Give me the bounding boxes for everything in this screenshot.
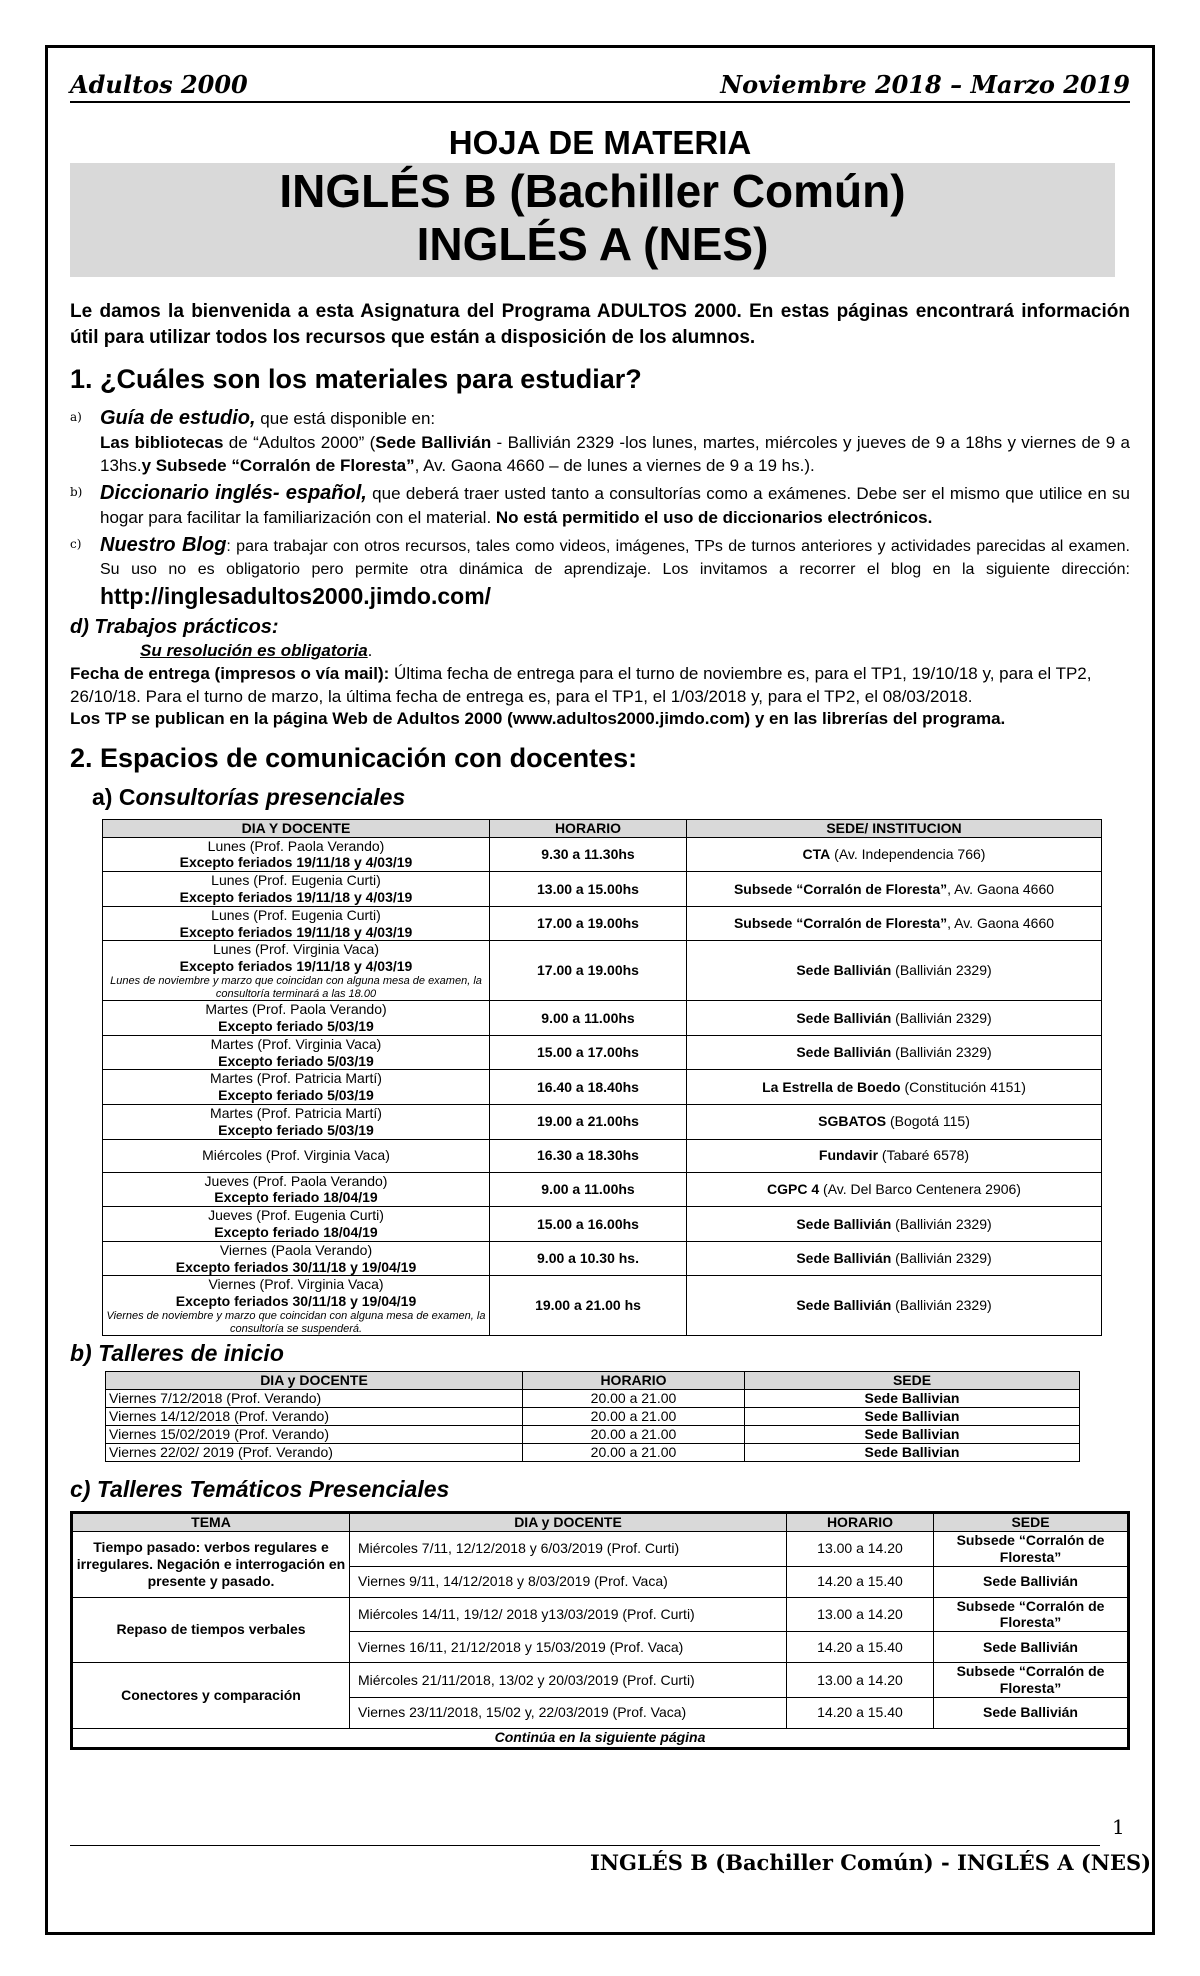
sede-cell: Sede Ballivián xyxy=(934,1632,1129,1663)
sede-name: CGPC 4 xyxy=(767,1181,820,1198)
table-row xyxy=(106,1408,1080,1426)
excepto-text: Excepto feriados 19/11/18 y 4/03/19 xyxy=(179,854,413,871)
col-header: HORARIO xyxy=(523,1372,745,1390)
dia-docente-cell: Miércoles 14/11, 19/12/ 2018 y13/03/2019 (Prof. Curti) xyxy=(350,1597,787,1632)
horario-cell: 15.00 a 17.00hs xyxy=(490,1035,687,1070)
horario-cell: 20.00 a 21.00 xyxy=(523,1426,745,1444)
table-row xyxy=(103,1172,1102,1207)
tema-cell: Tiempo pasado: verbos regulares e irregulares. Negación e interrogación en presente y pasado. xyxy=(72,1531,350,1597)
sede-name: Sede Ballivián xyxy=(796,962,892,979)
excepto-text: Excepto feriado 5/03/19 xyxy=(218,1052,374,1069)
horario-cell: 17.00 a 19.00hs xyxy=(490,941,687,1001)
list-item: a) Guía de estudio, que está disponible en: Las bibliotecas de “Adultos 2000” (Sede Ballivián - Ballivián 2329 -los lunes, martes, miércoles y jueves de 9 a 18hs y viernes de 9 a 13hs.y Subsede “Corralón de Floresta”, Av. Gaona 4660 – de lunes a viernes de 9 a 19 hs.). xyxy=(70,407,1130,476)
sede-cell xyxy=(687,1207,1102,1242)
table-row xyxy=(103,1276,1102,1336)
dia-docente-cell: Viernes 16/11, 21/12/2018 y 15/03/2019 (Prof. Vaca) xyxy=(350,1632,787,1663)
table-row xyxy=(72,1728,1129,1748)
col-header: DIA Y DOCENTE xyxy=(103,819,490,837)
sede-address: (Av. Independencia 766) xyxy=(830,846,986,863)
table-row xyxy=(103,1001,1102,1036)
excepto-text: Excepto feriados 19/11/18 y 4/03/19 xyxy=(179,923,413,940)
horario-cell: 15.00 a 16.00hs xyxy=(490,1207,687,1242)
dia-docente-cell xyxy=(103,1070,490,1105)
sede-address: (Ballivián 2329) xyxy=(891,1297,992,1314)
table-row xyxy=(103,1139,1102,1172)
col-header: SEDE xyxy=(934,1513,1129,1532)
docente-text: Miércoles (Prof. Virginia Vaca) xyxy=(202,1147,390,1164)
dia-docente-cell: Viernes 22/02/ 2019 (Prof. Verando) xyxy=(106,1444,523,1462)
dia-docente-cell: Viernes 9/11, 14/12/2018 y 8/03/2019 (Prof. Vaca) xyxy=(350,1566,787,1597)
col-header: HORARIO xyxy=(490,819,687,837)
horario-cell: 9.00 a 11.00hs xyxy=(490,1001,687,1036)
sede-cell xyxy=(687,1276,1102,1336)
sede-name: Subsede “Corralón de Floresta” xyxy=(733,915,948,932)
sede-cell xyxy=(687,941,1102,1001)
docente-text: Lunes (Prof. Virginia Vaca) xyxy=(212,941,379,958)
sede-address: (Tabaré 6578) xyxy=(878,1147,970,1164)
dia-docente-cell xyxy=(103,1276,490,1336)
sede-cell xyxy=(687,1070,1102,1105)
docente-text: Jueves (Prof. Paola Verando) xyxy=(204,1172,388,1189)
horario-cell: 16.30 a 18.30hs xyxy=(490,1139,687,1172)
subject-title-2: INGLÉS A (NES) xyxy=(416,218,769,271)
consultorias-table xyxy=(102,819,1102,1336)
sede-cell xyxy=(687,1001,1102,1036)
talleres-inicio-table xyxy=(105,1371,1080,1462)
dia-docente-cell: Miércoles 7/11, 12/12/2018 y 6/03/2019 (Prof. Curti) xyxy=(350,1531,787,1566)
sede-cell: Subsede “Corralón de Floresta” xyxy=(934,1531,1129,1566)
horario-cell: 20.00 a 21.00 xyxy=(523,1444,745,1462)
table-row xyxy=(72,1597,1129,1632)
table-row xyxy=(103,1070,1102,1105)
dia-docente-cell xyxy=(103,1207,490,1242)
sede-name: Sede Ballivián xyxy=(796,1215,892,1232)
table-row xyxy=(103,1035,1102,1070)
dia-docente-cell: Viernes 15/02/2019 (Prof. Verando) xyxy=(106,1426,523,1444)
sede-address: (Ballivián 2329) xyxy=(891,1250,992,1267)
sede-cell xyxy=(687,1139,1102,1172)
table-row xyxy=(103,1105,1102,1140)
list-item: b) Diccionario inglés- español, que deberá traer usted tanto a consultorías como a exámenes. Debe ser el mismo que utilice en su hogar para facilitar la familiarización con el material. No está permitido el uso de diccionarios electrónicos. xyxy=(70,482,1130,528)
horario-cell: 20.00 a 21.00 xyxy=(523,1390,745,1408)
tema-cell: Repaso de tiempos verbales xyxy=(72,1597,350,1663)
sede-address: , Av. Gaona 4660 xyxy=(947,880,1055,897)
talleres-tematicos-heading: c) Talleres Temáticos Presenciales xyxy=(70,1476,450,1503)
table-row xyxy=(72,1531,1129,1566)
sede-address: (Constitución 4151) xyxy=(900,1078,1026,1095)
subject-title-box xyxy=(70,163,1115,277)
talleres-inicio-heading: b) Talleres de inicio xyxy=(70,1340,284,1367)
sede-cell: Sede Ballivian xyxy=(745,1444,1080,1462)
section1-heading: 1. ¿Cuáles son los materiales para estudiar? xyxy=(70,364,642,395)
dia-docente-cell xyxy=(103,1172,490,1207)
horario-cell: 13.00 a 14.20 xyxy=(787,1663,934,1698)
sede-address: (Ballivián 2329) xyxy=(891,1215,992,1232)
dia-docente-cell xyxy=(103,837,490,872)
excepto-text: Excepto feriados 30/11/18 y 19/04/19 xyxy=(175,1293,417,1310)
sede-address: , Av. Gaona 4660 xyxy=(947,915,1055,932)
horario-cell: 9.30 a 11.30hs xyxy=(490,837,687,872)
hoja-title: HOJA DE MATERIA xyxy=(448,124,752,161)
sede-cell xyxy=(687,1035,1102,1070)
col-header: DIA y DOCENTE xyxy=(350,1513,787,1532)
sede-cell: Subsede “Corralón de Floresta” xyxy=(934,1663,1129,1698)
table-row xyxy=(103,872,1102,907)
sede-name: Sede Ballivián xyxy=(796,1009,892,1026)
dia-docente-cell xyxy=(103,1035,490,1070)
sede-name: Sede Ballivián xyxy=(796,1044,892,1061)
dia-docente-cell xyxy=(103,1001,490,1036)
sede-cell xyxy=(687,837,1102,872)
docente-text: Martes (Prof. Paola Verando) xyxy=(205,1001,387,1018)
horario-cell: 20.00 a 21.00 xyxy=(523,1408,745,1426)
dia-docente-cell xyxy=(103,872,490,907)
sede-cell: Sede Ballivián xyxy=(934,1566,1129,1597)
sede-name: Subsede “Corralón de Floresta” xyxy=(733,880,948,897)
list-item: c) Nuestro Blog: para trabajar con otros recursos, tales como videos, imágenes, TPs de turnos anteriores y actividades parecidas al examen. Su uso no es obligatorio pero permite otra dinámica de aprendizaje. Los invitamos a recorrer el blog en la siguiente dirección: http://inglesadultos2000.jimdo.com/ xyxy=(70,534,1130,609)
sede-address: (Ballivián 2329) xyxy=(891,962,992,979)
footer-rule xyxy=(70,1845,1100,1846)
table-row xyxy=(103,906,1102,941)
header-right: Noviembre 2018 – Marzo 2019 xyxy=(720,70,1130,99)
docente-text: Martes (Prof. Patricia Martí) xyxy=(210,1105,382,1122)
docente-text: Lunes (Prof. Eugenia Curti) xyxy=(211,872,381,889)
docente-text: Jueves (Prof. Eugenia Curti) xyxy=(208,1207,384,1224)
table-row xyxy=(106,1390,1080,1408)
sede-name: Sede Ballivián xyxy=(796,1250,892,1267)
page-header xyxy=(70,70,1130,103)
excepto-text: Excepto feriado 5/03/19 xyxy=(218,1121,374,1138)
footer-text: INGLÉS B (Bachiller Común) - INGLÉS A (NES) xyxy=(590,1850,1152,1875)
horario-cell: 14.20 a 15.40 xyxy=(787,1632,934,1663)
sede-address: (Av. Del Barco Centenera 2906) xyxy=(819,1181,1021,1198)
dia-docente-cell xyxy=(103,1241,490,1276)
sede-cell xyxy=(687,1105,1102,1140)
subject-title-1: INGLÉS B (Bachiller Común) xyxy=(279,165,906,218)
sede-cell: Sede Ballivian xyxy=(745,1408,1080,1426)
horario-cell: 17.00 a 19.00hs xyxy=(490,906,687,941)
excepto-text: Excepto feriado 5/03/19 xyxy=(218,1087,374,1104)
horario-cell: 19.00 a 21.00 hs xyxy=(490,1276,687,1336)
sede-cell: Sede Ballivián xyxy=(934,1697,1129,1728)
docente-text: Martes (Prof. Virginia Vaca) xyxy=(210,1035,382,1052)
blog-link[interactable]: http://inglesadultos2000.jimdo.com/ xyxy=(100,582,492,609)
table-row xyxy=(103,1207,1102,1242)
horario-cell: 13.00 a 14.20 xyxy=(787,1531,934,1566)
dia-docente-cell: Viernes 7/12/2018 (Prof. Verando) xyxy=(106,1390,523,1408)
horario-cell: 13.00 a 15.00hs xyxy=(490,872,687,907)
sede-address: (Bogotá 115) xyxy=(886,1113,970,1130)
sede-cell xyxy=(687,872,1102,907)
sede-cell: Subsede “Corralón de Floresta” xyxy=(934,1597,1129,1632)
docente-text: Lunes (Prof. Eugenia Curti) xyxy=(211,906,381,923)
sede-name: Sede Ballivián xyxy=(796,1297,892,1314)
horario-cell: 9.00 a 10.30 hs. xyxy=(490,1241,687,1276)
docente-text: Lunes (Prof. Paola Verando) xyxy=(207,837,385,854)
table-row xyxy=(106,1444,1080,1462)
horario-cell: 14.20 a 15.40 xyxy=(787,1566,934,1597)
sede-name: La Estrella de Boedo xyxy=(762,1078,901,1095)
table-row xyxy=(72,1663,1129,1698)
section2-heading: 2. Espacios de comunicación con docentes: xyxy=(70,742,638,773)
table-row xyxy=(106,1426,1080,1444)
sede-name: Fundavir xyxy=(818,1147,879,1164)
sede-cell xyxy=(687,1172,1102,1207)
header-left: Adultos 2000 xyxy=(70,70,248,99)
excepto-text: Excepto feriados 19/11/18 y 4/03/19 xyxy=(179,889,413,906)
materials-list xyxy=(70,405,1130,611)
intro-paragraph: Le damos la bienvenida a esta Asignatura del Programa ADULTOS 2000. En estas páginas encontrará información útil para utilizar todos los recursos que están a disposición de los alumnos. xyxy=(70,301,1130,348)
trabajos-practicos: d) Trabajos prácticos: Su resolución es obligatoria. Fecha de entrega (impresos o vía mail): Última fecha de entrega para el turno de noviembre es, para el TP1, 19/10/18 y, para el TP2, 26/10/18. Para el turno de marzo, la última fecha de entrega es, para el TP1, el 1/03/2018 y, para el TP2, el 08/03/2018. Los TP se publican en la página Web de Adultos 2000 (www.adultos2000.jimdo.com) y en las librerías del programa. xyxy=(70,615,1092,729)
dia-docente-cell: Miércoles 21/11/2018, 13/02 y 20/03/2019 (Prof. Curti) xyxy=(350,1663,787,1698)
page-content xyxy=(70,70,1130,1750)
horario-cell: 9.00 a 11.00hs xyxy=(490,1172,687,1207)
table-row xyxy=(103,837,1102,872)
excepto-text: Excepto feriado 5/03/19 xyxy=(218,1018,374,1035)
docente-text: Viernes (Paola Verando) xyxy=(219,1241,373,1258)
dia-docente-cell xyxy=(103,1139,490,1172)
horario-cell: 16.40 a 18.40hs xyxy=(490,1070,687,1105)
excepto-text: Excepto feriado 18/04/19 xyxy=(214,1189,378,1206)
dia-docente-cell xyxy=(103,906,490,941)
dia-docente-cell: Viernes 23/11/2018, 15/02 y, 22/03/2019 (Prof. Vaca) xyxy=(350,1697,787,1728)
col-header: HORARIO xyxy=(787,1513,934,1532)
sede-cell xyxy=(687,906,1102,941)
dia-docente-cell xyxy=(103,1105,490,1140)
nota-text: Viernes de noviembre y marzo que coincidan con alguna mesa de examen, la consultoría se suspenderá. xyxy=(106,1310,486,1335)
dia-docente-cell: Viernes 14/12/2018 (Prof. Verando) xyxy=(106,1408,523,1426)
table-row xyxy=(103,1241,1102,1276)
sede-cell xyxy=(687,1241,1102,1276)
sede-cell: Sede Ballivian xyxy=(745,1426,1080,1444)
sede-cell: Sede Ballivian xyxy=(745,1390,1080,1408)
page-number: 1 xyxy=(1112,1815,1125,1839)
consultorias-heading: a) Consultorías presenciales xyxy=(92,783,406,810)
excepto-text: Excepto feriado 18/04/19 xyxy=(214,1224,378,1241)
horario-cell: 19.00 a 21.00hs xyxy=(490,1105,687,1140)
sede-name: SGBATOS xyxy=(818,1113,887,1130)
sede-address: (Ballivián 2329) xyxy=(891,1044,992,1061)
dia-docente-cell xyxy=(103,941,490,1001)
horario-cell: 14.20 a 15.40 xyxy=(787,1697,934,1728)
table-row xyxy=(103,941,1102,1001)
excepto-text: Excepto feriados 30/11/18 y 19/04/19 xyxy=(175,1258,417,1275)
talleres-tematicos-table xyxy=(70,1511,1130,1750)
tema-cell: Conectores y comparación xyxy=(72,1663,350,1729)
col-header: SEDE/ INSTITUCION xyxy=(687,819,1102,837)
horario-cell: 13.00 a 14.20 xyxy=(787,1597,934,1632)
docente-text: Martes (Prof. Patricia Martí) xyxy=(210,1070,382,1087)
docente-text: Viernes (Prof. Virginia Vaca) xyxy=(208,1276,384,1293)
sede-address: (Ballivián 2329) xyxy=(891,1009,992,1026)
excepto-text: Excepto feriados 19/11/18 y 4/03/19 xyxy=(179,958,413,975)
col-header: SEDE xyxy=(745,1372,1080,1390)
continua-cell: Continúa en la siguiente página xyxy=(72,1728,1129,1748)
nota-text: Lunes de noviembre y marzo que coincidan con alguna mesa de examen, la consultoría terminará a las 18.00 xyxy=(110,975,482,1000)
col-header: DIA y DOCENTE xyxy=(106,1372,523,1390)
sede-name: CTA xyxy=(802,846,831,863)
col-header: TEMA xyxy=(72,1513,350,1532)
